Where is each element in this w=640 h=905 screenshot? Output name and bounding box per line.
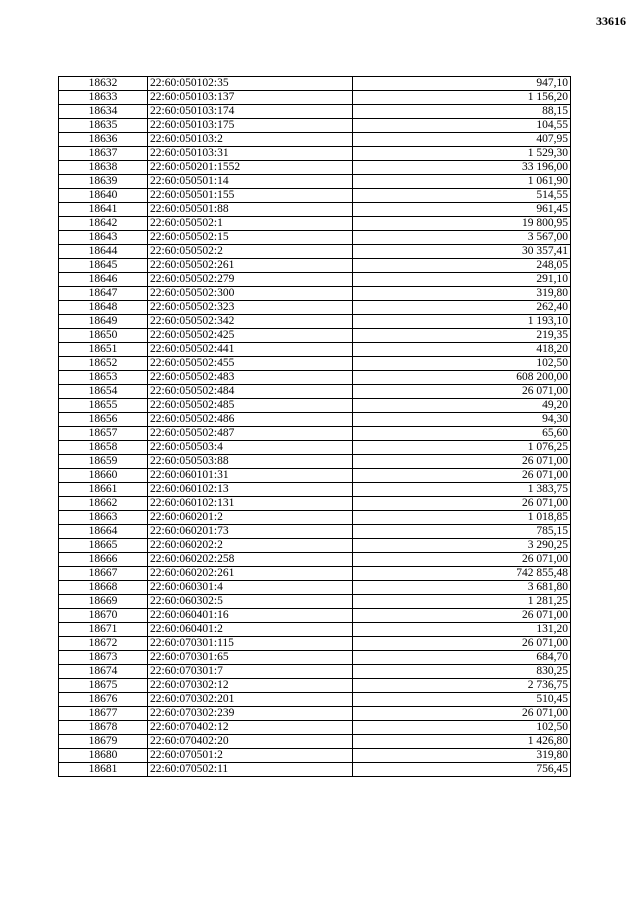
cadastral-number: 22:60:050502:485 bbox=[148, 399, 353, 413]
cadastral-number: 22:60:070302:201 bbox=[148, 693, 353, 707]
table-row bbox=[59, 413, 571, 427]
value-cell: 510,45 bbox=[353, 693, 571, 707]
value-cell: 756,45 bbox=[353, 763, 571, 777]
cadastral-number: 22:60:070302:12 bbox=[148, 679, 353, 693]
cadastral-number: 22:60:060401:2 bbox=[148, 623, 353, 637]
table-row bbox=[59, 203, 571, 217]
table-row bbox=[59, 693, 571, 707]
row-number: 18638 bbox=[59, 161, 148, 175]
table-row bbox=[59, 385, 571, 399]
cadastral-number: 22:60:050502:300 bbox=[148, 287, 353, 301]
value-cell: 1 193,10 bbox=[353, 315, 571, 329]
table-row bbox=[59, 567, 571, 581]
table-row bbox=[59, 315, 571, 329]
cadastral-number: 22:60:050502:487 bbox=[148, 427, 353, 441]
value-cell: 1 018,85 bbox=[353, 511, 571, 525]
value-cell: 1 156,20 bbox=[353, 91, 571, 105]
value-cell: 2 736,75 bbox=[353, 679, 571, 693]
row-number: 18681 bbox=[59, 763, 148, 777]
cadastral-number: 22:60:070501:2 bbox=[148, 749, 353, 763]
row-number: 18647 bbox=[59, 287, 148, 301]
table-row bbox=[59, 595, 571, 609]
table-row bbox=[59, 175, 571, 189]
value-cell: 742 855,48 bbox=[353, 567, 571, 581]
table-row bbox=[59, 455, 571, 469]
row-number: 18661 bbox=[59, 483, 148, 497]
value-cell: 3 567,00 bbox=[353, 231, 571, 245]
cadastral-number: 22:60:050201:1552 bbox=[148, 161, 353, 175]
cadastral-number: 22:60:050502:2 bbox=[148, 245, 353, 259]
cadastral-number: 22:60:050502:261 bbox=[148, 259, 353, 273]
cadastral-number: 22:60:060202:261 bbox=[148, 567, 353, 581]
row-number: 18668 bbox=[59, 581, 148, 595]
value-cell: 88,15 bbox=[353, 105, 571, 119]
cadastral-number: 22:60:050502:486 bbox=[148, 413, 353, 427]
cadastral-number: 22:60:050501:14 bbox=[148, 175, 353, 189]
table-row bbox=[59, 749, 571, 763]
table-row bbox=[59, 105, 571, 119]
page-number: 33616 bbox=[596, 14, 626, 28]
value-cell: 1 529,30 bbox=[353, 147, 571, 161]
row-number: 18664 bbox=[59, 525, 148, 539]
row-number: 18645 bbox=[59, 259, 148, 273]
table-row bbox=[59, 343, 571, 357]
table-row bbox=[59, 371, 571, 385]
cadastral-number: 22:60:060201:73 bbox=[148, 525, 353, 539]
value-cell: 26 071,00 bbox=[353, 637, 571, 651]
table-row bbox=[59, 483, 571, 497]
value-cell: 291,10 bbox=[353, 273, 571, 287]
value-cell: 26 071,00 bbox=[353, 707, 571, 721]
value-cell: 219,35 bbox=[353, 329, 571, 343]
value-cell: 30 357,41 bbox=[353, 245, 571, 259]
row-number: 18665 bbox=[59, 539, 148, 553]
cadastral-number: 22:60:060401:16 bbox=[148, 609, 353, 623]
row-number: 18648 bbox=[59, 301, 148, 315]
row-number: 18676 bbox=[59, 693, 148, 707]
row-number: 18663 bbox=[59, 511, 148, 525]
value-cell: 1 281,25 bbox=[353, 595, 571, 609]
row-number: 18632 bbox=[59, 77, 148, 91]
row-number: 18639 bbox=[59, 175, 148, 189]
cadastral-number: 22:60:050502:425 bbox=[148, 329, 353, 343]
value-cell: 248,05 bbox=[353, 259, 571, 273]
table-row bbox=[59, 161, 571, 175]
table-row bbox=[59, 245, 571, 259]
value-cell: 514,55 bbox=[353, 189, 571, 203]
cadastral-number: 22:60:060302:5 bbox=[148, 595, 353, 609]
table-row bbox=[59, 763, 571, 777]
value-cell: 102,50 bbox=[353, 357, 571, 371]
table-row bbox=[59, 147, 571, 161]
row-number: 18643 bbox=[59, 231, 148, 245]
row-number: 18658 bbox=[59, 441, 148, 455]
value-cell: 319,80 bbox=[353, 749, 571, 763]
row-number: 18657 bbox=[59, 427, 148, 441]
cadastral-number: 22:60:060102:13 bbox=[148, 483, 353, 497]
value-cell: 3 290,25 bbox=[353, 539, 571, 553]
cadastral-number: 22:60:060201:2 bbox=[148, 511, 353, 525]
value-cell: 26 071,00 bbox=[353, 469, 571, 483]
value-cell: 19 800,95 bbox=[353, 217, 571, 231]
table-row bbox=[59, 665, 571, 679]
cadastral-number: 22:60:060101:31 bbox=[148, 469, 353, 483]
table-row bbox=[59, 217, 571, 231]
cadastral-number: 22:60:050103:31 bbox=[148, 147, 353, 161]
row-number: 18667 bbox=[59, 567, 148, 581]
row-number: 18642 bbox=[59, 217, 148, 231]
value-cell: 26 071,00 bbox=[353, 455, 571, 469]
cadastral-number: 22:60:050103:174 bbox=[148, 105, 353, 119]
row-number: 18671 bbox=[59, 623, 148, 637]
row-number: 18641 bbox=[59, 203, 148, 217]
row-number: 18666 bbox=[59, 553, 148, 567]
table-row bbox=[59, 539, 571, 553]
table-row bbox=[59, 91, 571, 105]
table-row bbox=[59, 329, 571, 343]
cadastral-number: 22:60:050503:88 bbox=[148, 455, 353, 469]
table-row bbox=[59, 707, 571, 721]
cadastral-number: 22:60:060301:4 bbox=[148, 581, 353, 595]
value-cell: 26 071,00 bbox=[353, 609, 571, 623]
table-row bbox=[59, 287, 571, 301]
value-cell: 1 383,75 bbox=[353, 483, 571, 497]
cadastral-number: 22:60:050502:484 bbox=[148, 385, 353, 399]
value-cell: 961,45 bbox=[353, 203, 571, 217]
cadastral-number: 22:60:070302:239 bbox=[148, 707, 353, 721]
table-row bbox=[59, 259, 571, 273]
value-cell: 94,30 bbox=[353, 413, 571, 427]
value-cell: 104,55 bbox=[353, 119, 571, 133]
table-row bbox=[59, 609, 571, 623]
row-number: 18637 bbox=[59, 147, 148, 161]
cadastral-number: 22:60:050502:342 bbox=[148, 315, 353, 329]
row-number: 18649 bbox=[59, 315, 148, 329]
value-cell: 608 200,00 bbox=[353, 371, 571, 385]
cadastral-number: 22:60:050502:15 bbox=[148, 231, 353, 245]
cadastral-number: 22:60:070502:11 bbox=[148, 763, 353, 777]
table-row bbox=[59, 679, 571, 693]
value-cell: 102,50 bbox=[353, 721, 571, 735]
table-row bbox=[59, 189, 571, 203]
cadastral-number: 22:60:050503:4 bbox=[148, 441, 353, 455]
value-cell: 131,20 bbox=[353, 623, 571, 637]
row-number: 18669 bbox=[59, 595, 148, 609]
cadastral-number: 22:60:050502:455 bbox=[148, 357, 353, 371]
row-number: 18654 bbox=[59, 385, 148, 399]
row-number: 18675 bbox=[59, 679, 148, 693]
row-number: 18662 bbox=[59, 497, 148, 511]
cadastral-number: 22:60:070402:20 bbox=[148, 735, 353, 749]
cadastral-number: 22:60:050502:323 bbox=[148, 301, 353, 315]
value-cell: 26 071,00 bbox=[353, 553, 571, 567]
value-cell: 418,20 bbox=[353, 343, 571, 357]
row-number: 18633 bbox=[59, 91, 148, 105]
row-number: 18652 bbox=[59, 357, 148, 371]
row-number: 18678 bbox=[59, 721, 148, 735]
value-cell: 49,20 bbox=[353, 399, 571, 413]
cadastral-number: 22:60:050103:175 bbox=[148, 119, 353, 133]
table-row bbox=[59, 721, 571, 735]
row-number: 18679 bbox=[59, 735, 148, 749]
row-number: 18634 bbox=[59, 105, 148, 119]
row-number: 18635 bbox=[59, 119, 148, 133]
cadastral-number: 22:60:060202:2 bbox=[148, 539, 353, 553]
row-number: 18653 bbox=[59, 371, 148, 385]
cadastral-number: 22:60:050502:1 bbox=[148, 217, 353, 231]
value-cell: 785,15 bbox=[353, 525, 571, 539]
row-number: 18677 bbox=[59, 707, 148, 721]
table-row bbox=[59, 231, 571, 245]
registry-table bbox=[58, 76, 571, 777]
cadastral-number: 22:60:050502:441 bbox=[148, 343, 353, 357]
cadastral-number: 22:60:050102:35 bbox=[148, 77, 353, 91]
row-number: 18673 bbox=[59, 651, 148, 665]
table-row bbox=[59, 469, 571, 483]
table-row bbox=[59, 637, 571, 651]
value-cell: 830,25 bbox=[353, 665, 571, 679]
row-number: 18640 bbox=[59, 189, 148, 203]
table-row bbox=[59, 581, 571, 595]
table-row bbox=[59, 553, 571, 567]
value-cell: 319,80 bbox=[353, 287, 571, 301]
row-number: 18659 bbox=[59, 455, 148, 469]
row-number: 18651 bbox=[59, 343, 148, 357]
cadastral-number: 22:60:050502:483 bbox=[148, 371, 353, 385]
value-cell: 26 071,00 bbox=[353, 385, 571, 399]
row-number: 18655 bbox=[59, 399, 148, 413]
cadastral-number: 22:60:070301:65 bbox=[148, 651, 353, 665]
cadastral-number: 22:60:050502:279 bbox=[148, 273, 353, 287]
row-number: 18680 bbox=[59, 749, 148, 763]
table-row bbox=[59, 623, 571, 637]
row-number: 18636 bbox=[59, 133, 148, 147]
row-number: 18660 bbox=[59, 469, 148, 483]
row-number: 18672 bbox=[59, 637, 148, 651]
table-row bbox=[59, 511, 571, 525]
value-cell: 407,95 bbox=[353, 133, 571, 147]
table-row bbox=[59, 133, 571, 147]
row-number: 18674 bbox=[59, 665, 148, 679]
cadastral-number: 22:60:050103:137 bbox=[148, 91, 353, 105]
value-cell: 33 196,00 bbox=[353, 161, 571, 175]
value-cell: 26 071,00 bbox=[353, 497, 571, 511]
cadastral-number: 22:60:050103:2 bbox=[148, 133, 353, 147]
row-number: 18650 bbox=[59, 329, 148, 343]
table-row bbox=[59, 273, 571, 287]
table-row bbox=[59, 301, 571, 315]
value-cell: 947,10 bbox=[353, 77, 571, 91]
table-row bbox=[59, 441, 571, 455]
table-row bbox=[59, 119, 571, 133]
cadastral-number: 22:60:060102:131 bbox=[148, 497, 353, 511]
table-row bbox=[59, 735, 571, 749]
value-cell: 262,40 bbox=[353, 301, 571, 315]
value-cell: 65,60 bbox=[353, 427, 571, 441]
row-number: 18670 bbox=[59, 609, 148, 623]
row-number: 18646 bbox=[59, 273, 148, 287]
row-number: 18644 bbox=[59, 245, 148, 259]
cadastral-number: 22:60:050501:88 bbox=[148, 203, 353, 217]
cadastral-number: 22:60:070301:7 bbox=[148, 665, 353, 679]
cadastral-number: 22:60:070402:12 bbox=[148, 721, 353, 735]
table-row bbox=[59, 357, 571, 371]
cadastral-number: 22:60:050501:155 bbox=[148, 189, 353, 203]
cadastral-number: 22:60:070301:115 bbox=[148, 637, 353, 651]
registry-table-body bbox=[59, 77, 571, 777]
table-row bbox=[59, 525, 571, 539]
cadastral-number: 22:60:060202:258 bbox=[148, 553, 353, 567]
value-cell: 1 426,80 bbox=[353, 735, 571, 749]
table-row bbox=[59, 427, 571, 441]
table-row bbox=[59, 399, 571, 413]
value-cell: 1 061,90 bbox=[353, 175, 571, 189]
value-cell: 684,70 bbox=[353, 651, 571, 665]
row-number: 18656 bbox=[59, 413, 148, 427]
table-row bbox=[59, 651, 571, 665]
table-row bbox=[59, 497, 571, 511]
value-cell: 1 076,25 bbox=[353, 441, 571, 455]
table-row bbox=[59, 77, 571, 91]
value-cell: 3 681,80 bbox=[353, 581, 571, 595]
